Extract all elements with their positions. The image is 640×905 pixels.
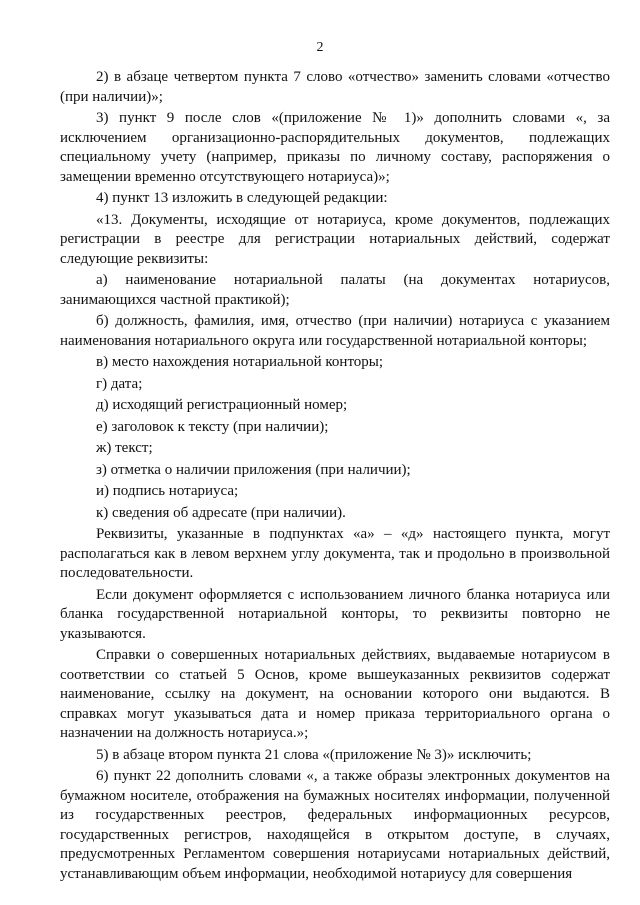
paragraph-subitem-zh: ж) текст; bbox=[96, 440, 153, 456]
paragraph-subitem-k: к) сведения об адресате (при наличии). bbox=[96, 504, 346, 521]
paragraph-subitem-z: з) отметка о наличии приложения (при наличии); bbox=[96, 461, 411, 478]
paragraph-subitem-g: г) дата; bbox=[96, 375, 143, 392]
document-body bbox=[60, 68, 610, 884]
paragraph-subitem-e: е) заголовок к тексту (при наличии); bbox=[96, 418, 329, 435]
paragraph-certificates: Справки о совершенных нотариальных действиях, выдаваемые нотариусом в соответствии со статьей 5 Основ, кроме вышеуказанных реквизитов содержат наименование, ссылку на документ, на основании которого они выдаются. В справках могут указываться дата и номер приказа территориального органа о назначении на должность нотариуса.»; bbox=[60, 647, 610, 741]
paragraph-subitem-a: а) наименование нотариальной палаты (на документах нотариусов, занимающихся частной практикой); bbox=[60, 272, 610, 308]
paragraph-subitem-b: б) должность, фамилия, имя, отчество (при наличии) нотариуса с указанием наименования нотариального округа или государственной нотариальной конторы; bbox=[60, 313, 610, 349]
paragraph-subitem-d: д) исходящий регистрационный номер; bbox=[96, 397, 348, 413]
paragraph-letterhead: Если документ оформляется с использованием личного бланка нотариуса или бланка государственной нотариальной конторы, то реквизиты повторно не указываются. bbox=[60, 586, 610, 642]
paragraph-item-3: 3) пункт 9 после слов «(приложение № 1)» дополнить словами «, за исключением организационно-распорядительных документов, подлежащих специальному учету (например, приказы по личному составу, распоряжения о замещении временно отсутствующего нотариуса)»; bbox=[60, 110, 610, 185]
page-number: 2 bbox=[316, 40, 324, 55]
paragraph-clause-13: «13. Документы, исходящие от нотариуса, кроме документов, подлежащих регистрации в реестре для регистрации нотариальных действий, содержат следующие реквизиты: bbox=[60, 211, 610, 267]
paragraph-subitem-i: и) подпись нотариуса; bbox=[96, 483, 239, 499]
paragraph-item-5: 5) в абзаце втором пункта 21 слова «(приложение № 3)» исключить; bbox=[96, 746, 532, 763]
paragraph-subitem-v: в) место нахождения нотариальной конторы; bbox=[96, 354, 384, 370]
paragraph-requisites-placement: Реквизиты, указанные в подпунктах «а» – «д» настоящего пункта, могут располагаться как в левом верхнем углу документа, так и продольно в произвольной последовательности. bbox=[60, 526, 610, 581]
paragraph-item-4: 4) пункт 13 изложить в следующей редакции: bbox=[96, 190, 388, 206]
paragraph-item-2: 2) в абзаце четвертом пункта 7 слово «отчество» заменить словами «отчество (при наличии)»; bbox=[60, 69, 610, 105]
paragraph-item-6: 6) пункт 22 дополнить словами «, а также образы электронных документов на бумажном носителе, отображения на бумажных носителях информации, полученной из государственных реестров, федеральных информационных ресурсов, государственных регистров, находящейся в открытом доступе, в случаях, предусмотренных Регламентом совершения нотариусами нотариальных действий, устанавливающим объем информации, необходимой нотариусу для совершения bbox=[60, 768, 610, 882]
